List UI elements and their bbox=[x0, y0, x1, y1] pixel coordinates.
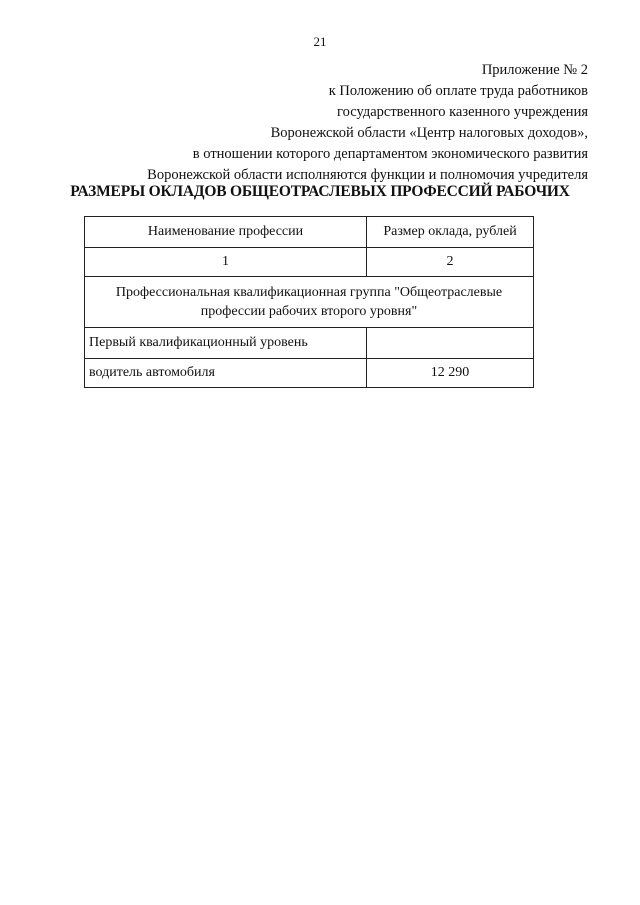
table-row bbox=[85, 328, 534, 359]
appendix-line: к Положению об оплате труда работников bbox=[328, 83, 588, 99]
document-title: РАЗМЕРЫ ОКЛАДОВ ОБЩЕОТРАСЛЕВЫХ ПРОФЕССИЙ РАБОЧИХ bbox=[70, 183, 570, 200]
appendix-line: Приложение № 2 bbox=[481, 62, 588, 78]
qualification-group-title: Профессиональная квалификационная группа "Общеотраслевые профессии рабочих второго уровня" bbox=[85, 277, 534, 328]
appendix-line: государственного казенного учреждения bbox=[337, 104, 588, 120]
qualification-level-name: Первый квалификационный уровень bbox=[85, 328, 367, 359]
position-name: водитель автомобиля bbox=[85, 359, 367, 388]
appendix-line: Воронежской области исполняются функции и полномочия учредителя bbox=[147, 167, 588, 183]
appendix-line: Воронежской области «Центр налоговых доходов», bbox=[270, 125, 588, 141]
column-number-2: 2 bbox=[367, 248, 534, 277]
appendix-header bbox=[68, 60, 588, 186]
salary-table bbox=[84, 216, 534, 388]
header-salary: Размер оклада, рублей bbox=[367, 217, 534, 248]
appendix-line: в отношении которого департаментом экономического развития bbox=[192, 146, 588, 162]
qualification-level-value bbox=[367, 328, 534, 359]
table-column-numbers-row bbox=[85, 248, 534, 277]
table-row bbox=[85, 359, 534, 388]
position-salary: 12 290 bbox=[367, 359, 534, 388]
column-number-1: 1 bbox=[85, 248, 367, 277]
header-profession-name: Наименование профессии bbox=[85, 217, 367, 248]
table-header-row bbox=[85, 217, 534, 248]
table-group-row bbox=[85, 277, 534, 328]
page-number: 21 bbox=[313, 34, 327, 49]
